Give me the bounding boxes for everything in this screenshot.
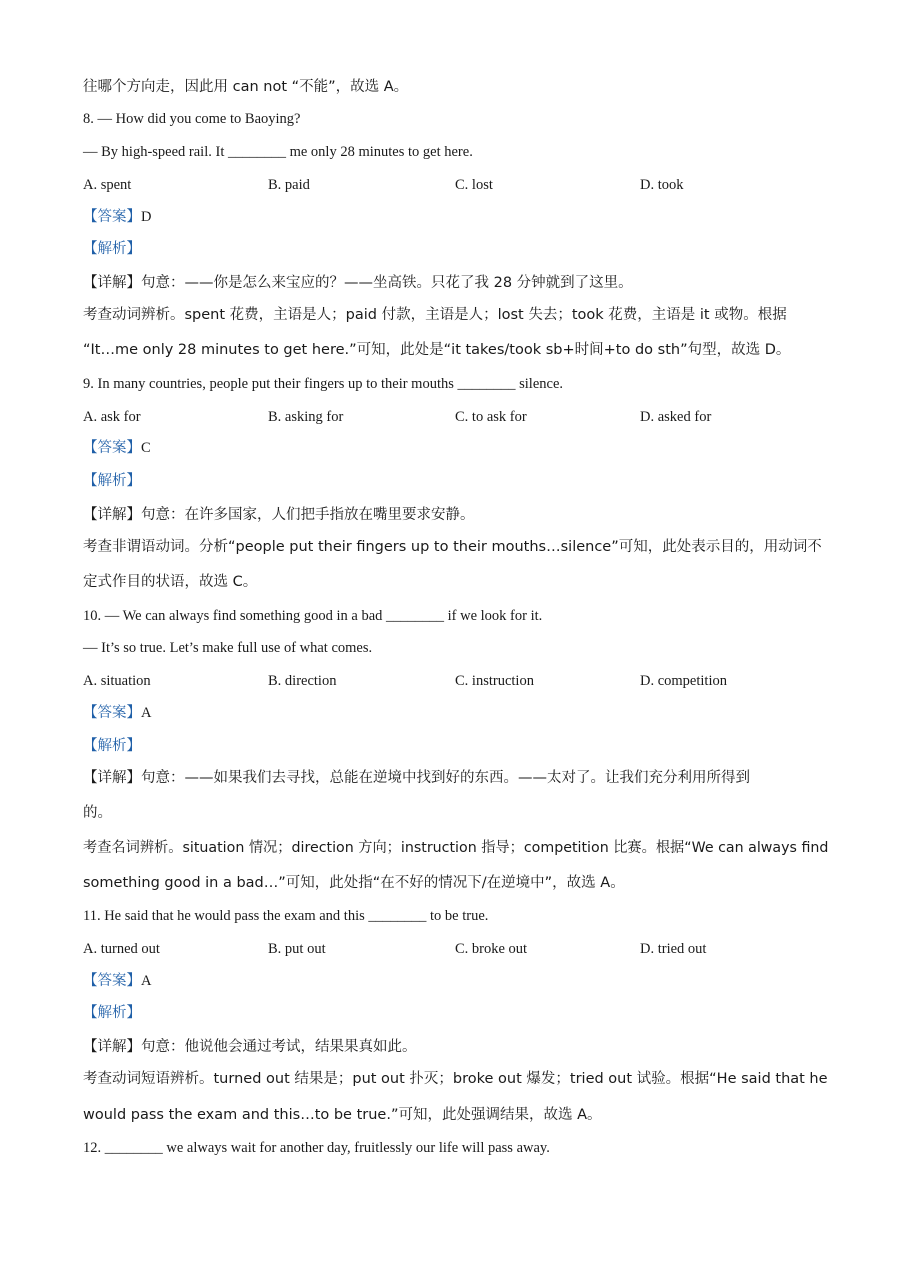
question-stem: 12. ________ we always wait for another day, fruitlessly our life will pass away. [83, 1140, 550, 1156]
option-d: D. competition [640, 673, 727, 689]
explanation-line: 【详解】句意：——如果我们去寻找，总能在逆境中找到好的东西。——太对了。让我们充分利用所得到 [83, 770, 750, 786]
analysis-line [83, 1003, 141, 1023]
option-c: C. to ask for [455, 409, 527, 425]
option-d: D. took [640, 177, 684, 193]
analysis-line [83, 471, 141, 491]
intro-line: 往哪个方向走，因此用 can not “不能”，故选 A。 [83, 79, 409, 95]
explanation-line: 【详解】句意：他说他会通过考试，结果果真如此。 [83, 1039, 417, 1055]
option-c: C. lost [455, 177, 493, 193]
answer-line [83, 703, 151, 723]
explanation-line: 的。 [83, 805, 112, 821]
explanation-line: would pass the exam and this…to be true.”可知，此处强调结果，故选 A。 [83, 1107, 602, 1123]
option-d: D. asked for [640, 409, 712, 425]
analysis-tag: 【解析】 [83, 473, 141, 489]
answer-value: A [141, 973, 152, 989]
analysis-tag: 【解析】 [83, 738, 141, 754]
explanation-line: 考查名词辨析。situation 情况；direction 方向；instruction 指导；competition 比赛。根据“We can always find [83, 840, 829, 856]
answer-tag: 【答案】 [83, 705, 141, 721]
option-b: B. paid [268, 177, 310, 193]
answer-value: C [141, 440, 151, 456]
answer-tag: 【答案】 [83, 973, 141, 989]
option-c: C. broke out [455, 941, 528, 957]
explanation-line: 考查动词短语辨析。turned out 结果是；put out 扑灭；broke out 爆发；tried out 试验。根据“He said that he [83, 1071, 828, 1087]
option-b: B. asking for [268, 409, 344, 425]
option-b: B. direction [268, 673, 337, 689]
question-stem: 9. In many countries, people put their fingers up to their mouths ________ silence. [83, 376, 564, 392]
option-c: C. instruction [455, 673, 534, 689]
explanation-line: “It…me only 28 minutes to get here.”可知，此处是“it takes/took sb+时间+to do sth”句型，故选 D。 [83, 342, 791, 358]
question-stem: 10. — We can always find something good in a bad ________ if we look for it. [83, 608, 543, 624]
explanation-line: something good in a bad…”可知，此处指“在不好的情况下/在逆境中”，故选 A。 [83, 875, 625, 891]
answer-value: A [141, 705, 152, 721]
option-b: B. put out [268, 941, 326, 957]
explanation-line: 考查非谓语动词。分析“people put their fingers up to their mouths…silence”可知，此处表示目的，用动词不 [83, 539, 822, 555]
answer-tag: 【答案】 [83, 440, 141, 456]
explanation-line: 【详解】句意：在许多国家，人们把手指放在嘴里要求安静。 [83, 507, 475, 523]
answer-line [83, 971, 151, 991]
answer-line [83, 207, 151, 227]
answer-tag: 【答案】 [83, 209, 141, 225]
answer-line [83, 438, 151, 458]
question-stem: 11. He said that he would pass the exam and this ________ to be true. [83, 908, 489, 924]
question-stem: — By high-speed rail. It ________ me only 28 minutes to get here. [83, 144, 473, 160]
analysis-tag: 【解析】 [83, 1005, 141, 1021]
analysis-line [83, 239, 141, 259]
option-a: A. ask for [83, 409, 141, 425]
question-stem: 8. — How did you come to Baoying? [83, 111, 301, 127]
analysis-tag: 【解析】 [83, 241, 141, 257]
explanation-line: 定式作目的状语，故选 C。 [83, 574, 258, 590]
option-a: A. turned out [83, 941, 160, 957]
option-a: A. situation [83, 673, 151, 689]
option-d: D. tried out [640, 941, 707, 957]
explanation-line: 考查动词辨析。spent 花费，主语是人；paid 付款，主语是人；lost 失去；took 花费，主语是 it 或物。根据 [83, 307, 787, 323]
answer-value: D [141, 209, 152, 225]
explanation-line: 【详解】句意：——你是怎么来宝应的？——坐高铁。只花了我 28 分钟就到了这里。 [83, 275, 633, 291]
question-stem: — It’s so true. Let’s make full use of what comes. [83, 640, 373, 656]
analysis-line [83, 736, 141, 756]
option-a: A. spent [83, 177, 132, 193]
